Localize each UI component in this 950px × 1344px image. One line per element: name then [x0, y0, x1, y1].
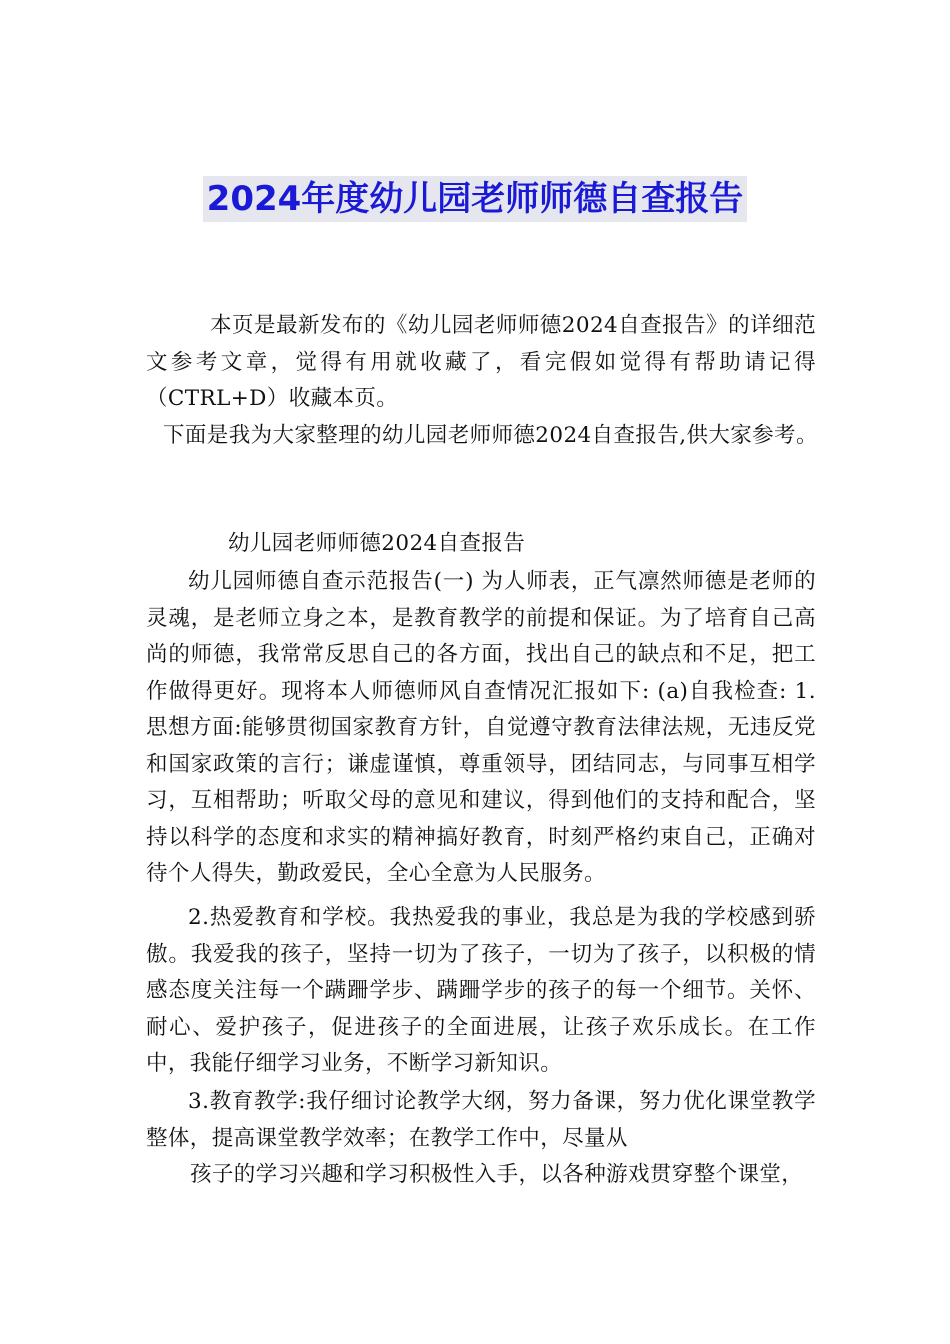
report-subtitle: 幼儿园老师师德2024自查报告: [228, 531, 526, 556]
intro-paragraph: 本页是最新发布的《幼儿园老师师德2024自查报告》的详细范文参考文章，觉得有用就收藏了，看完假如觉得有帮助请记得（CTRL+D）收藏本页。: [146, 313, 816, 411]
title-container: [0, 176, 950, 222]
body-paragraph-4: 孩子的学习兴趣和学习积极性入手，以各种游戏贯穿整个课堂，: [190, 1162, 804, 1187]
body-paragraph-3: 3.教育教学:我仔细讨论教学大纲，努力备课，努力优化课堂教学整体，提高课堂教学效率；在教学工作中，尽量从: [146, 1089, 816, 1151]
document-title: 2024年度幼儿园老师师德自查报告: [203, 176, 748, 222]
intro-line-2: 下面是我为大家整理的幼儿园老师师德2024自查报告,供大家参考。: [163, 423, 818, 448]
body-paragraph-1: 幼儿园师德自查示范报告(一) 为人师表，正气凛然师德是老师的灵魂，是老师立身之本，是教育教学的前提和保证。为了培育自己高尚的师德，我常常反思自己的各方面，找出自己的缺点和不足，把工作做得更好。现将本人师德师风自查情况汇报如下: (a)自我检查: 1.思想方面:能够贯彻国家教育方针，自觉遵守教育法律法规，无违反党和国家政策的言行；谦虚谨慎，尊重领导，团结同志，与同事互相学习，互相帮助；听取父母的意见和建议，得到他们的支持和配合，坚持以科学的态度和求实的精神搞好教育，时刻严格约束自己，正确对待个人得失，勤政爱民，全心全意为人民服务。: [146, 569, 816, 886]
body-paragraph-2: 2.热爱教育和学校。我热爱我的事业，我总是为我的学校感到骄傲。我爱我的孩子，坚持一切为了孩子，一切为了孩子，以积极的情感态度关注每一个蹒跚学步、蹒跚学步的孩子的每一个细节。关怀、耐心、爱护孩子，促进孩子的全面进展，让孩子欢乐成长。在工作中，我能仔细学习业务，不断学习新知识。: [146, 905, 816, 1076]
